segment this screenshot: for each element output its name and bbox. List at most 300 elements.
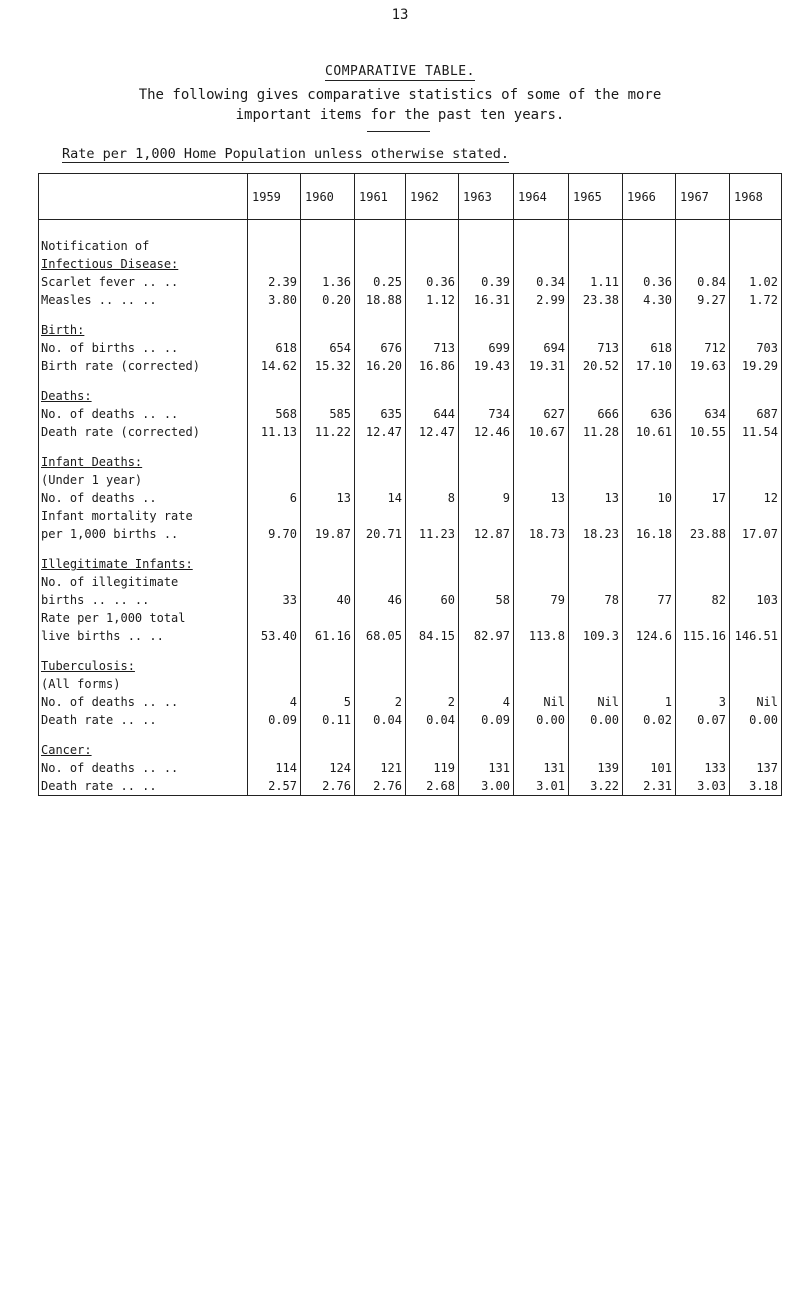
table-cell: [459, 675, 514, 693]
table-cell: 1.12: [406, 291, 459, 309]
table-cell: [355, 657, 406, 675]
table-cell: 2.76: [301, 777, 355, 796]
table-cell: [514, 453, 569, 471]
table-cell: 11.22: [301, 423, 355, 441]
section-subheading-row: [39, 471, 782, 489]
table-cell: [248, 441, 301, 453]
table-cell: [569, 573, 623, 591]
table-cell: 61.16: [301, 627, 355, 645]
row-label: [39, 375, 248, 387]
table-cell: 5: [301, 693, 355, 711]
table-cell: [676, 453, 730, 471]
row-label: [39, 543, 248, 555]
table-cell: [355, 237, 406, 255]
table-cell: [676, 255, 730, 273]
table-cell: [730, 675, 782, 693]
row-label: births .. .. ..: [39, 591, 248, 609]
table-cell: [459, 543, 514, 555]
table-cell: 133: [676, 759, 730, 777]
table-cell: 11.13: [248, 423, 301, 441]
table-cell: [248, 309, 301, 321]
table-cell: [355, 675, 406, 693]
section-heading-row: [39, 453, 782, 471]
table-cell: [676, 321, 730, 339]
table-cell: [355, 453, 406, 471]
table-cell: 2.31: [623, 777, 676, 796]
table-cell: [514, 321, 569, 339]
table-cell: [730, 573, 782, 591]
table-cell: [459, 309, 514, 321]
table-cell: [569, 255, 623, 273]
row-label: No. of illegitimate: [39, 573, 248, 591]
page-number: 13: [391, 7, 409, 23]
table-cell: [676, 220, 730, 238]
table-cell: [248, 645, 301, 657]
table-cell: [301, 237, 355, 255]
table-cell: [569, 543, 623, 555]
table-cell: [355, 220, 406, 238]
table-cell: 1.11: [569, 273, 623, 291]
table-cell: [355, 543, 406, 555]
table-cell: [514, 220, 569, 238]
table-cell: 19.43: [459, 357, 514, 375]
table-cell: 137: [730, 759, 782, 777]
intro-line-2: important items for the past ten years.: [235, 107, 565, 123]
table-cell: [623, 543, 676, 555]
table-cell: [459, 657, 514, 675]
table-cell: 687: [730, 405, 782, 423]
table-body: [39, 220, 782, 796]
table-cell: [514, 675, 569, 693]
table-cell: 8: [406, 489, 459, 507]
table-cell: [406, 321, 459, 339]
table-cell: [459, 555, 514, 573]
table-cell: 0.02: [623, 711, 676, 729]
table-cell: [248, 375, 301, 387]
table-cell: [730, 309, 782, 321]
spacer-row: [39, 543, 782, 555]
table-cell: [676, 375, 730, 387]
table-cell: 16.31: [459, 291, 514, 309]
table-cell: 124.6: [623, 627, 676, 645]
table-cell: [301, 220, 355, 238]
table-cell: [459, 573, 514, 591]
table-cell: [355, 255, 406, 273]
table-cell: [355, 645, 406, 657]
table-cell: Nil: [730, 693, 782, 711]
table-cell: [730, 220, 782, 238]
table-row: [39, 423, 782, 441]
table-cell: 146.51: [730, 627, 782, 645]
row-label: No. of deaths .. ..: [39, 759, 248, 777]
table-cell: 4.30: [623, 291, 676, 309]
table-cell: 10.61: [623, 423, 676, 441]
table-cell: 18.73: [514, 525, 569, 543]
table-cell: [459, 387, 514, 405]
table-row: [39, 339, 782, 357]
table-cell: 1.72: [730, 291, 782, 309]
table-cell: [676, 507, 730, 525]
table-cell: 23.38: [569, 291, 623, 309]
table-cell: 0.20: [301, 291, 355, 309]
table-cell: 644: [406, 405, 459, 423]
separator-rule: [367, 131, 430, 132]
table-cell: 115.16: [676, 627, 730, 645]
table-cell: 712: [676, 339, 730, 357]
table-cell: [623, 237, 676, 255]
row-label: Infectious Disease:: [39, 255, 248, 273]
row-label: Infant Deaths:: [39, 453, 248, 471]
table-cell: [301, 555, 355, 573]
table-cell: [406, 573, 459, 591]
table-cell: 10.55: [676, 423, 730, 441]
table-cell: [355, 507, 406, 525]
section-heading-row: [39, 237, 782, 255]
table-cell: 77: [623, 591, 676, 609]
table-cell: [406, 543, 459, 555]
table-cell: Nil: [514, 693, 569, 711]
table-row: [39, 627, 782, 645]
table-cell: 0.04: [355, 711, 406, 729]
table-cell: [676, 441, 730, 453]
table-cell: [301, 507, 355, 525]
table-row: [39, 489, 782, 507]
year-header: 1963: [459, 174, 514, 220]
label-continuation-row: [39, 507, 782, 525]
header-row: [39, 174, 782, 220]
table-cell: 131: [459, 759, 514, 777]
table-row: [39, 759, 782, 777]
table-cell: [623, 741, 676, 759]
table-row: [39, 777, 782, 796]
table-cell: [569, 321, 623, 339]
year-header: 1959: [248, 174, 301, 220]
label-continuation-row: [39, 573, 782, 591]
rate-note-text: Rate per 1,000 Home Population unless otherwise stated.: [62, 146, 510, 162]
table-cell: 13: [301, 489, 355, 507]
table-cell: [569, 609, 623, 627]
table-cell: 713: [406, 339, 459, 357]
table-cell: 10.67: [514, 423, 569, 441]
table-cell: 3.18: [730, 777, 782, 796]
table-cell: [514, 507, 569, 525]
table-cell: 53.40: [248, 627, 301, 645]
table-cell: 0.36: [406, 273, 459, 291]
table-cell: 3.01: [514, 777, 569, 796]
table-cell: [569, 645, 623, 657]
table-cell: [676, 741, 730, 759]
table-cell: 0.84: [676, 273, 730, 291]
table-cell: 58: [459, 591, 514, 609]
table-cell: [569, 375, 623, 387]
table-cell: 9: [459, 489, 514, 507]
table-cell: 46: [355, 591, 406, 609]
table-cell: [730, 237, 782, 255]
table-cell: [248, 237, 301, 255]
table-cell: 618: [623, 339, 676, 357]
table-cell: 12.47: [406, 423, 459, 441]
table-cell: [514, 609, 569, 627]
document-title: [0, 64, 800, 79]
table-cell: 33: [248, 591, 301, 609]
table-cell: [623, 255, 676, 273]
table-cell: [623, 453, 676, 471]
table-cell: 2.39: [248, 273, 301, 291]
rate-note: [62, 146, 509, 162]
table-cell: 2: [406, 693, 459, 711]
table-cell: 1.36: [301, 273, 355, 291]
table-cell: 16.20: [355, 357, 406, 375]
table-cell: [355, 375, 406, 387]
table-cell: 2.68: [406, 777, 459, 796]
table-cell: [248, 573, 301, 591]
table-cell: 4: [459, 693, 514, 711]
table-cell: [355, 471, 406, 489]
table-cell: [406, 255, 459, 273]
table-cell: 2.57: [248, 777, 301, 796]
table-cell: [355, 309, 406, 321]
table-cell: [406, 441, 459, 453]
table-cell: 4: [248, 693, 301, 711]
table-cell: [514, 375, 569, 387]
table-cell: 121: [355, 759, 406, 777]
table-cell: [406, 555, 459, 573]
table-cell: [355, 573, 406, 591]
table-cell: [248, 387, 301, 405]
table-cell: 19.31: [514, 357, 569, 375]
table-cell: 12.47: [355, 423, 406, 441]
section-heading-row: [39, 321, 782, 339]
table-cell: 17.10: [623, 357, 676, 375]
table-cell: 131: [514, 759, 569, 777]
table-cell: [248, 220, 301, 238]
table-cell: 1: [623, 693, 676, 711]
table-cell: [248, 255, 301, 273]
table-cell: 12.46: [459, 423, 514, 441]
row-label: [39, 220, 248, 238]
row-label: Death rate (corrected): [39, 423, 248, 441]
table-cell: [459, 741, 514, 759]
table-cell: 0.11: [301, 711, 355, 729]
table-cell: 568: [248, 405, 301, 423]
row-label: No. of deaths .. ..: [39, 405, 248, 423]
table-cell: 12.87: [459, 525, 514, 543]
table-cell: 0.00: [514, 711, 569, 729]
table-cell: [514, 255, 569, 273]
table-cell: [514, 657, 569, 675]
table-cell: [514, 309, 569, 321]
table-cell: [623, 657, 676, 675]
table-cell: [730, 255, 782, 273]
comparative-table: [38, 173, 782, 796]
table-cell: [301, 609, 355, 627]
table-cell: [730, 555, 782, 573]
table-cell: 13: [569, 489, 623, 507]
table-cell: [248, 555, 301, 573]
table-row: [39, 525, 782, 543]
table-cell: 18.23: [569, 525, 623, 543]
table-cell: 139: [569, 759, 623, 777]
table-cell: 101: [623, 759, 676, 777]
table-cell: [301, 573, 355, 591]
table-cell: 19.87: [301, 525, 355, 543]
table-cell: 0.36: [623, 273, 676, 291]
table-cell: [676, 543, 730, 555]
year-header: 1964: [514, 174, 569, 220]
table-cell: 10: [623, 489, 676, 507]
table-cell: 16.18: [623, 525, 676, 543]
table-cell: [514, 543, 569, 555]
table-cell: [569, 387, 623, 405]
table-cell: 699: [459, 339, 514, 357]
table-cell: 3.00: [459, 777, 514, 796]
table-cell: 23.88: [676, 525, 730, 543]
table-cell: 119: [406, 759, 459, 777]
table-cell: 734: [459, 405, 514, 423]
table-cell: 0.09: [248, 711, 301, 729]
table-cell: [301, 543, 355, 555]
table-cell: [623, 220, 676, 238]
table-cell: [301, 645, 355, 657]
table-cell: [355, 609, 406, 627]
table-cell: [406, 507, 459, 525]
section-heading-row: [39, 741, 782, 759]
table-cell: [514, 555, 569, 573]
row-label: No. of births .. ..: [39, 339, 248, 357]
intro-line-1: The following gives comparative statistics of some of the more: [138, 87, 662, 103]
table-cell: [730, 507, 782, 525]
table-cell: 84.15: [406, 627, 459, 645]
year-header: 1961: [355, 174, 406, 220]
spacer-row: [39, 375, 782, 387]
table-cell: [459, 441, 514, 453]
spacer-row: [39, 645, 782, 657]
table-cell: [459, 321, 514, 339]
table-cell: [406, 387, 459, 405]
table-cell: 103: [730, 591, 782, 609]
table-cell: 113.8: [514, 627, 569, 645]
table-cell: 713: [569, 339, 623, 357]
section-heading-row: [39, 387, 782, 405]
row-label: Rate per 1,000 total: [39, 609, 248, 627]
table-cell: [301, 471, 355, 489]
table-cell: 19.63: [676, 357, 730, 375]
table-cell: 694: [514, 339, 569, 357]
table-row: [39, 405, 782, 423]
table-cell: [569, 237, 623, 255]
table-cell: [676, 609, 730, 627]
table-cell: [514, 441, 569, 453]
table-cell: 9.27: [676, 291, 730, 309]
table-cell: 703: [730, 339, 782, 357]
table-cell: 60: [406, 591, 459, 609]
intro-paragraph: [0, 85, 800, 125]
table-cell: 79: [514, 591, 569, 609]
row-label: (Under 1 year): [39, 471, 248, 489]
table-cell: 0.07: [676, 711, 730, 729]
table-cell: [623, 507, 676, 525]
row-label: Cancer:: [39, 741, 248, 759]
table-cell: [459, 255, 514, 273]
table-cell: [569, 741, 623, 759]
row-label: (All forms): [39, 675, 248, 693]
table-cell: 14.62: [248, 357, 301, 375]
table-cell: [248, 729, 301, 741]
table-cell: [355, 729, 406, 741]
spacer-row: [39, 309, 782, 321]
table-cell: 82: [676, 591, 730, 609]
table-cell: [406, 657, 459, 675]
table-cell: [355, 741, 406, 759]
table-cell: [301, 387, 355, 405]
table-cell: [623, 321, 676, 339]
table-cell: [623, 609, 676, 627]
table-row: [39, 693, 782, 711]
table-cell: 0.34: [514, 273, 569, 291]
table-cell: [301, 675, 355, 693]
table-cell: [459, 609, 514, 627]
row-label: Measles .. .. ..: [39, 291, 248, 309]
table-cell: [406, 675, 459, 693]
year-header: 1967: [676, 174, 730, 220]
table-cell: 0.09: [459, 711, 514, 729]
table-cell: [248, 657, 301, 675]
table-cell: [569, 471, 623, 489]
table-cell: [406, 237, 459, 255]
table-cell: [248, 507, 301, 525]
row-label: Birth rate (corrected): [39, 357, 248, 375]
table-cell: [301, 321, 355, 339]
table-cell: [406, 375, 459, 387]
table-cell: 124: [301, 759, 355, 777]
table-cell: 78: [569, 591, 623, 609]
table-cell: 654: [301, 339, 355, 357]
table-cell: [406, 729, 459, 741]
section-subheading-row: [39, 675, 782, 693]
table-cell: 12: [730, 489, 782, 507]
row-label: Illegitimate Infants:: [39, 555, 248, 573]
table-cell: [623, 387, 676, 405]
row-label: Notification of: [39, 237, 248, 255]
table-cell: [623, 309, 676, 321]
table-cell: 3: [676, 693, 730, 711]
spacer-row: [39, 441, 782, 453]
table-cell: 635: [355, 405, 406, 423]
table-cell: [301, 741, 355, 759]
table-row: [39, 357, 782, 375]
table-cell: 634: [676, 405, 730, 423]
table-cell: 17.07: [730, 525, 782, 543]
table-cell: [569, 729, 623, 741]
table-cell: [676, 555, 730, 573]
table-row: [39, 273, 782, 291]
table-cell: 40: [301, 591, 355, 609]
table-cell: 0.00: [569, 711, 623, 729]
table-cell: [459, 220, 514, 238]
table-cell: [406, 609, 459, 627]
table-cell: [676, 309, 730, 321]
table-cell: [301, 453, 355, 471]
table-cell: [301, 375, 355, 387]
table-cell: [406, 741, 459, 759]
table-cell: [730, 729, 782, 741]
year-header: 1968: [730, 174, 782, 220]
table-cell: 627: [514, 405, 569, 423]
row-label: Death rate .. ..: [39, 711, 248, 729]
table-cell: [623, 471, 676, 489]
table-cell: [676, 237, 730, 255]
table-cell: 15.32: [301, 357, 355, 375]
